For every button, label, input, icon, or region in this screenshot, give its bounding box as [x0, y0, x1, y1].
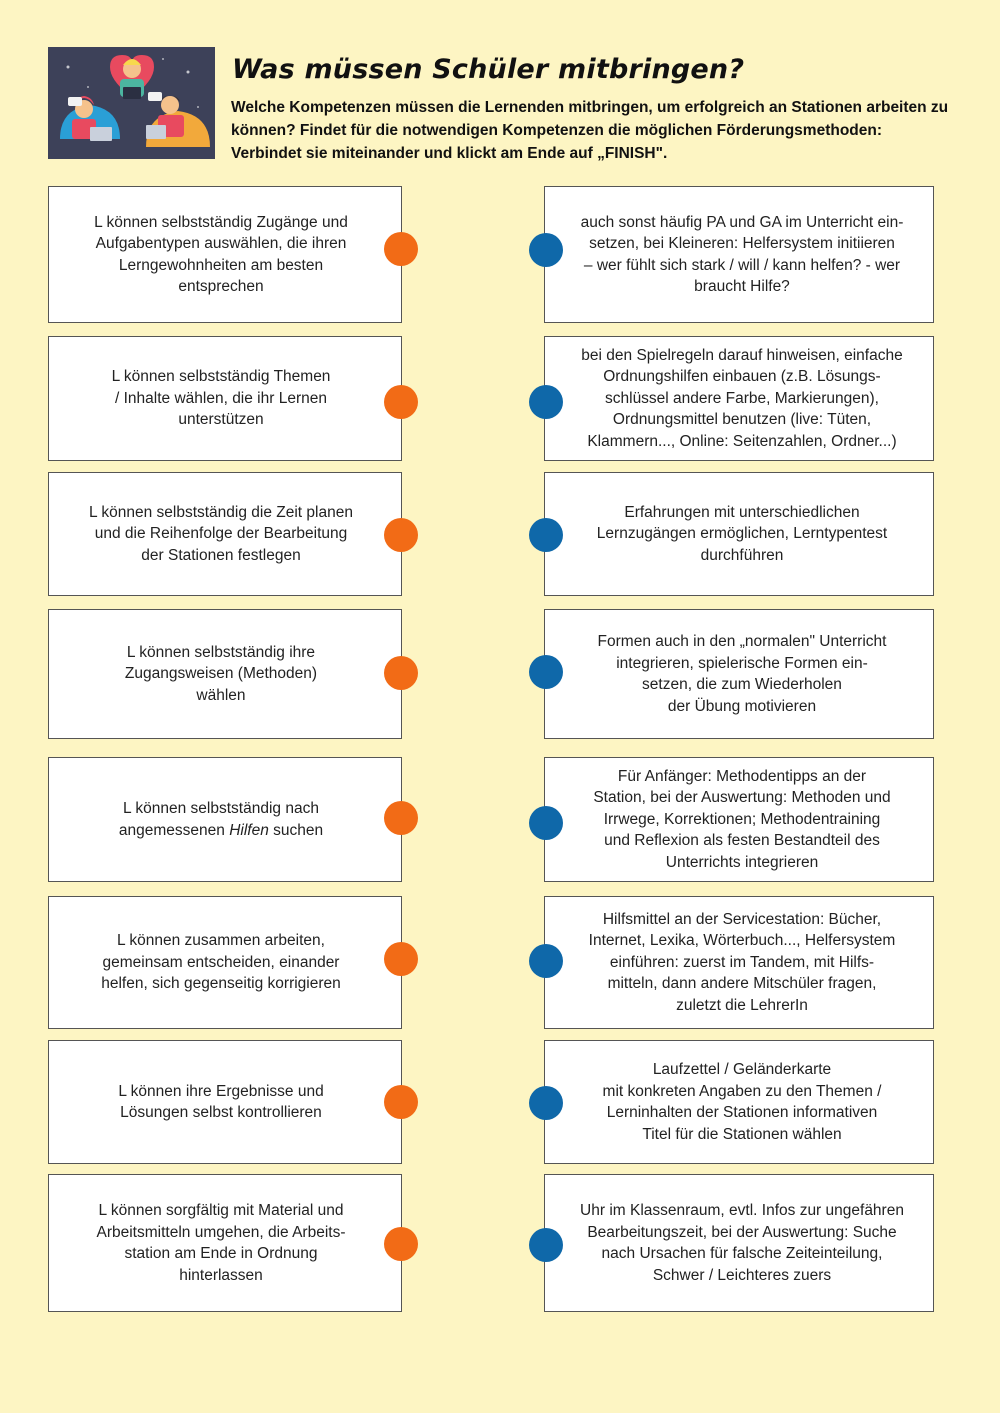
left-card-text: L können selbstständig Zugänge und Aufgabentypen auswählen, die ihren Lerngewohnheiten am besten entsprechen	[94, 213, 348, 295]
left-card-4[interactable]	[48, 609, 402, 739]
right-card-2[interactable]	[544, 336, 934, 461]
left-card-text: L können sorgfältig mit Material und Arbeitsmitteln umgehen, die Arbeits- station am Ende in Ordnung hinterlassen	[96, 1202, 346, 1284]
left-card-1[interactable]	[48, 186, 402, 323]
right-connector-dot[interactable]	[529, 233, 563, 267]
right-card-7[interactable]	[544, 1040, 934, 1164]
right-card-text: Uhr im Klassenraum, evtl. Infos zur ungefähren Bearbeitungszeit, bei der Auswertung: Suche nach Ursachen für falsche Zeiteinteilung, Schwer / Leichteres zuers	[580, 1202, 904, 1284]
right-card-text: auch sonst häufig PA und GA im Unterricht ein- setzen, bei Kleineren: Helfersystem initiieren – wer fühlt sich stark / will / kann helfen? - wer braucht Hilfe?	[580, 213, 904, 295]
left-card-text-part: L können selbstständig nach angemessenen	[118, 800, 319, 839]
left-card-text-part: suchen	[268, 821, 324, 839]
right-connector-dot[interactable]	[529, 1086, 563, 1120]
right-card-text: Formen auch in den „normalen" Unterricht integrieren, spielerische Formen ein- setzen, die zum Wiederholen der Übung motivieren	[597, 633, 887, 715]
right-card-4[interactable]	[544, 609, 934, 739]
right-card-text: Laufzettel / Geländerkarte mit konkreten Angaben zu den Themen / Lerninhalten der Stationen informativen Titel für die Stationen wählen	[602, 1061, 882, 1143]
right-card-text: Hilfsmittel an der Servicestation: Bücher, Internet, Lexika, Wörterbuch..., Helfersystem einführen: zuerst im Tandem, mit Hilfs- mitteln, dann andere Mitschüler fragen, zuletzt die LehrerIn	[588, 910, 896, 1014]
right-connector-dot[interactable]	[529, 655, 563, 689]
left-card-text-italic: Hilfen	[229, 821, 269, 839]
left-card-8[interactable]	[48, 1174, 402, 1312]
left-card-5[interactable]	[48, 757, 402, 882]
left-connector-dot[interactable]	[384, 1085, 418, 1119]
right-connector-dot[interactable]	[529, 385, 563, 419]
people-chat-illustration	[48, 47, 215, 159]
header-illustration	[48, 47, 215, 159]
left-card-6[interactable]	[48, 896, 402, 1029]
right-card-5[interactable]	[544, 757, 934, 882]
left-card-2[interactable]	[48, 336, 402, 461]
left-card-3[interactable]	[48, 472, 402, 596]
right-card-3[interactable]	[544, 472, 934, 596]
left-card-text: L können selbstständig ihre Zugangsweisen (Methoden) wählen	[124, 643, 318, 704]
left-card-text: L können ihre Ergebnisse und Lösungen selbst kontrollieren	[118, 1082, 324, 1121]
left-connector-dot[interactable]	[384, 385, 418, 419]
page-title: Was müssen Schüler mitbringen?	[232, 54, 745, 85]
left-card-text: L können selbstständig die Zeit planen und die Reihenfolge der Bearbeitung der Stationen festlegen	[89, 503, 353, 564]
left-card-7[interactable]	[48, 1040, 402, 1164]
right-card-8[interactable]	[544, 1174, 934, 1312]
left-connector-dot[interactable]	[384, 801, 418, 835]
left-card-text: L können selbstständig Themen / Inhalte wählen, die ihr Lernen unterstützen	[111, 368, 331, 429]
right-connector-dot[interactable]	[529, 518, 563, 552]
left-card-text	[119, 798, 323, 841]
left-connector-dot[interactable]	[384, 518, 418, 552]
task-instructions: Welche Kompetenzen müssen die Lernenden mitbringen, um erfolgreich an Stationen arbeiten zu können? Findet für die notwendigen Kompetenzen die möglichen Förderungsmethoden: Verbindet sie miteinander und klickt am Ende auf „FINISH".	[231, 99, 949, 162]
right-card-text: bei den Spielregeln darauf hinweisen, einfache Ordnungshilfen einbauen (z.B. Lösungs- schlüssel andere Farbe, Markierungen), Ordnungsmittel benutzen (live: Tüten, Klammern..., Online: Seitenzahlen, Ordner...)	[581, 346, 903, 450]
left-connector-dot[interactable]	[384, 1227, 418, 1261]
right-card-text: Für Anfänger: Methodentipps an der Station, bei der Auswertung: Methoden und Irrwege, Korrektionen; Methodentraining und Reflexion als festen Bestandteil des Unterrichts integrieren	[593, 767, 891, 871]
right-connector-dot[interactable]	[529, 944, 563, 978]
left-connector-dot[interactable]	[384, 656, 418, 690]
right-connector-dot[interactable]	[529, 806, 563, 840]
left-connector-dot[interactable]	[384, 942, 418, 976]
right-card-1[interactable]	[544, 186, 934, 323]
right-card-text: Erfahrungen mit unterschiedlichen Lernzugängen ermöglichen, Lerntypentest durchführen	[596, 503, 888, 564]
left-card-text: L können zusammen arbeiten, gemeinsam entscheiden, einander helfen, sich gegenseitig korrigieren	[101, 932, 341, 993]
right-card-6[interactable]	[544, 896, 934, 1029]
right-connector-dot[interactable]	[529, 1228, 563, 1262]
left-connector-dot[interactable]	[384, 232, 418, 266]
